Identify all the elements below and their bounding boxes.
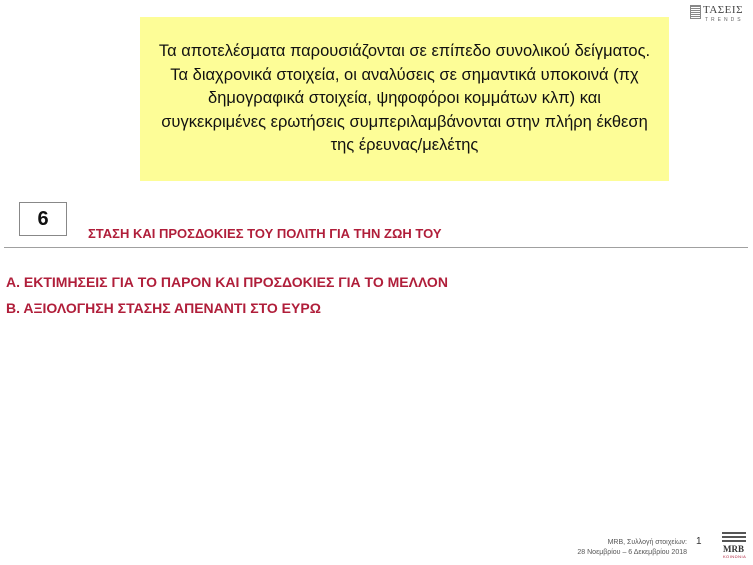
footer-date: 28 Νοεμβρίου – 6 Δεκεμβρίου 2018	[577, 549, 687, 556]
page-number: 1	[696, 536, 702, 547]
list-item: Β. ΑΞΙΟΛΟΓΗΣΗ ΣΤΑΣΗΣ ΑΠΕΝΑΝΤΙ ΣΤΟ ΕΥΡΩ	[6, 300, 321, 316]
mrb-logo-subtext: ΚΟΙΝΩΝΙΑ	[723, 554, 747, 559]
brand-logo-top	[690, 4, 748, 26]
mrb-logo-text: MRB	[723, 544, 744, 554]
footer-source: MRB, Συλλογή στοιχείων:	[607, 539, 687, 546]
logo-name: ΤΑΣΕΙΣ	[703, 4, 743, 16]
logo-subtext: TRENDS	[705, 17, 744, 23]
logo-mark-icon	[690, 5, 701, 19]
section-title: ΣΤΑΣΗ ΚΑΙ ΠΡΟΣΔΟΚΙΕΣ ΤΟΥ ΠΟΛΙΤΗ ΓΙΑ ΤΗΝ ΖΩΗ ΤΟΥ	[88, 226, 442, 241]
list-item: Α. ΕΚΤΙΜΗΣΕΙΣ ΓΙΑ ΤΟ ΠΑΡΟΝ ΚΑΙ ΠΡΟΣΔΟΚΙΕΣ ΓΙΑ ΤΟ ΜΕΛΛΟΝ	[6, 274, 448, 290]
results-note-text: Τα αποτελέσματα παρουσιάζονται σε επίπεδο συνολικού δείγματος. Τα διαχρονικά στοιχεία, οι αναλύσεις σε σημαντικά υποκοινά (πχ δημογραφικά στοιχεία, ψηφοφόροι κομμάτων κλπ) και συγκεκριμένες ερωτήσεις συμπεριλαμβάνονται στην πλήρη έκθεση της έρευνας/μελέτης	[158, 42, 651, 155]
mrb-logo	[722, 532, 748, 560]
results-note	[140, 17, 669, 181]
section-divider	[4, 247, 748, 248]
logo-bars-icon	[722, 532, 746, 544]
section-number: 6	[19, 202, 67, 236]
